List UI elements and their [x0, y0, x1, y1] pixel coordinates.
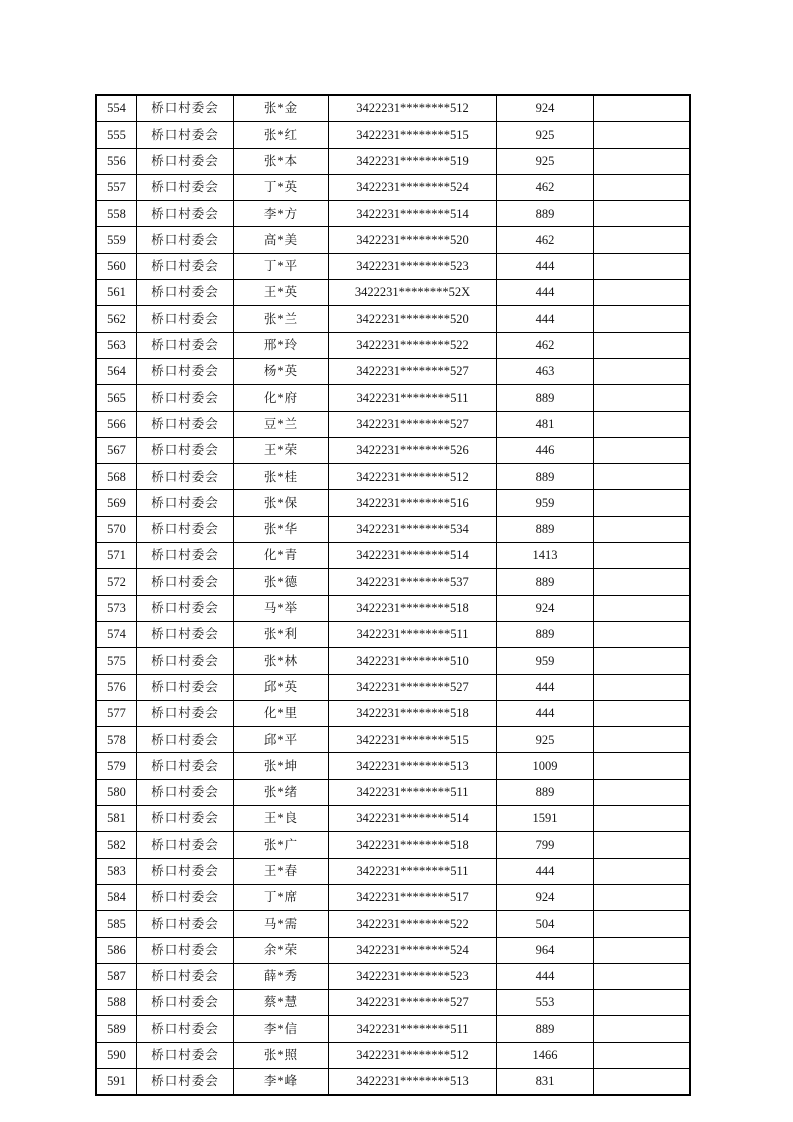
id-cell: 3422231********514 [329, 806, 497, 832]
id-cell: 3422231********512 [329, 95, 497, 122]
amount-cell: 889 [497, 516, 594, 542]
name-cell: 张*桂 [234, 464, 329, 490]
amount-cell: 925 [497, 122, 594, 148]
serial-cell: 559 [96, 227, 137, 253]
id-cell: 3422231********516 [329, 490, 497, 516]
amount-cell: 925 [497, 727, 594, 753]
amount-cell: 959 [497, 648, 594, 674]
name-cell: 张*保 [234, 490, 329, 516]
amount-cell: 889 [497, 779, 594, 805]
id-cell: 3422231********518 [329, 832, 497, 858]
blank-cell [594, 674, 691, 700]
roster-table [95, 94, 691, 1096]
serial-cell: 562 [96, 306, 137, 332]
village-cell: 桥口村委会 [137, 358, 234, 384]
table-row [96, 753, 690, 779]
table-row [96, 332, 690, 358]
serial-cell: 581 [96, 806, 137, 832]
name-cell: 化*府 [234, 385, 329, 411]
village-cell: 桥口村委会 [137, 464, 234, 490]
id-cell: 3422231********511 [329, 779, 497, 805]
village-cell: 桥口村委会 [137, 280, 234, 306]
serial-cell: 561 [96, 280, 137, 306]
id-cell: 3422231********515 [329, 122, 497, 148]
village-cell: 桥口村委会 [137, 595, 234, 621]
id-cell: 3422231********527 [329, 358, 497, 384]
village-cell: 桥口村委会 [137, 911, 234, 937]
village-cell: 桥口村委会 [137, 201, 234, 227]
serial-cell: 567 [96, 437, 137, 463]
id-cell: 3422231********524 [329, 174, 497, 200]
village-cell: 桥口村委会 [137, 95, 234, 122]
village-cell: 桥口村委会 [137, 516, 234, 542]
table-row [96, 174, 690, 200]
village-cell: 桥口村委会 [137, 1042, 234, 1068]
village-cell: 桥口村委会 [137, 1068, 234, 1095]
serial-cell: 582 [96, 832, 137, 858]
blank-cell [594, 490, 691, 516]
serial-cell: 588 [96, 990, 137, 1016]
name-cell: 化*青 [234, 543, 329, 569]
serial-cell: 589 [96, 1016, 137, 1042]
table-row [96, 411, 690, 437]
name-cell: 张*兰 [234, 306, 329, 332]
table-row [96, 884, 690, 910]
id-cell: 3422231********512 [329, 464, 497, 490]
blank-cell [594, 148, 691, 174]
amount-cell: 444 [497, 700, 594, 726]
table-row [96, 253, 690, 279]
amount-cell: 831 [497, 1068, 594, 1095]
blank-cell [594, 332, 691, 358]
table-row [96, 201, 690, 227]
id-cell: 3422231********527 [329, 674, 497, 700]
table-row [96, 963, 690, 989]
id-cell: 3422231********513 [329, 753, 497, 779]
blank-cell [594, 543, 691, 569]
serial-cell: 590 [96, 1042, 137, 1068]
amount-cell: 889 [497, 385, 594, 411]
id-cell: 3422231********511 [329, 1016, 497, 1042]
blank-cell [594, 911, 691, 937]
amount-cell: 889 [497, 201, 594, 227]
table-row [96, 464, 690, 490]
blank-cell [594, 648, 691, 674]
amount-cell: 1413 [497, 543, 594, 569]
blank-cell [594, 1068, 691, 1095]
village-cell: 桥口村委会 [137, 753, 234, 779]
serial-cell: 568 [96, 464, 137, 490]
blank-cell [594, 779, 691, 805]
name-cell: 丁*英 [234, 174, 329, 200]
village-cell: 桥口村委会 [137, 621, 234, 647]
table-row [96, 95, 690, 122]
table-row [96, 490, 690, 516]
table-row [96, 148, 690, 174]
id-cell: 3422231********52X [329, 280, 497, 306]
blank-cell [594, 963, 691, 989]
amount-cell: 444 [497, 674, 594, 700]
name-cell: 张*广 [234, 832, 329, 858]
village-cell: 桥口村委会 [137, 253, 234, 279]
table-row [96, 621, 690, 647]
serial-cell: 578 [96, 727, 137, 753]
table-row [96, 595, 690, 621]
name-cell: 王*良 [234, 806, 329, 832]
table-row [96, 832, 690, 858]
village-cell: 桥口村委会 [137, 858, 234, 884]
name-cell: 张*华 [234, 516, 329, 542]
amount-cell: 446 [497, 437, 594, 463]
amount-cell: 799 [497, 832, 594, 858]
village-cell: 桥口村委会 [137, 174, 234, 200]
name-cell: 张*利 [234, 621, 329, 647]
amount-cell: 444 [497, 253, 594, 279]
village-cell: 桥口村委会 [137, 385, 234, 411]
blank-cell [594, 280, 691, 306]
id-cell: 3422231********511 [329, 385, 497, 411]
table-row [96, 700, 690, 726]
table-row [96, 385, 690, 411]
blank-cell [594, 437, 691, 463]
name-cell: 张*绪 [234, 779, 329, 805]
amount-cell: 462 [497, 332, 594, 358]
amount-cell: 463 [497, 358, 594, 384]
table-row [96, 306, 690, 332]
village-cell: 桥口村委会 [137, 674, 234, 700]
name-cell: 马*需 [234, 911, 329, 937]
village-cell: 桥口村委会 [137, 148, 234, 174]
table-row [96, 806, 690, 832]
id-cell: 3422231********527 [329, 411, 497, 437]
amount-cell: 462 [497, 174, 594, 200]
blank-cell [594, 306, 691, 332]
blank-cell [594, 95, 691, 122]
amount-cell: 462 [497, 227, 594, 253]
blank-cell [594, 358, 691, 384]
amount-cell: 444 [497, 858, 594, 884]
village-cell: 桥口村委会 [137, 832, 234, 858]
amount-cell: 959 [497, 490, 594, 516]
name-cell: 李*信 [234, 1016, 329, 1042]
village-cell: 桥口村委会 [137, 332, 234, 358]
amount-cell: 924 [497, 95, 594, 122]
name-cell: 余*荣 [234, 937, 329, 963]
serial-cell: 566 [96, 411, 137, 437]
id-cell: 3422231********520 [329, 306, 497, 332]
serial-cell: 560 [96, 253, 137, 279]
serial-cell: 573 [96, 595, 137, 621]
name-cell: 王*英 [234, 280, 329, 306]
amount-cell: 964 [497, 937, 594, 963]
amount-cell: 1591 [497, 806, 594, 832]
name-cell: 豆*兰 [234, 411, 329, 437]
village-cell: 桥口村委会 [137, 490, 234, 516]
id-cell: 3422231********534 [329, 516, 497, 542]
amount-cell: 444 [497, 280, 594, 306]
table-row [96, 1016, 690, 1042]
serial-cell: 574 [96, 621, 137, 647]
serial-cell: 576 [96, 674, 137, 700]
blank-cell [594, 832, 691, 858]
name-cell: 邢*玲 [234, 332, 329, 358]
name-cell: 杨*英 [234, 358, 329, 384]
table-row [96, 779, 690, 805]
table-row [96, 569, 690, 595]
blank-cell [594, 937, 691, 963]
id-cell: 3422231********523 [329, 963, 497, 989]
name-cell: 丁*席 [234, 884, 329, 910]
village-cell: 桥口村委会 [137, 227, 234, 253]
name-cell: 张*林 [234, 648, 329, 674]
serial-cell: 569 [96, 490, 137, 516]
blank-cell [594, 884, 691, 910]
serial-cell: 586 [96, 937, 137, 963]
id-cell: 3422231********518 [329, 700, 497, 726]
id-cell: 3422231********511 [329, 858, 497, 884]
roster-table-body [96, 95, 690, 1095]
id-cell: 3422231********526 [329, 437, 497, 463]
serial-cell: 577 [96, 700, 137, 726]
blank-cell [594, 858, 691, 884]
name-cell: 薛*秀 [234, 963, 329, 989]
serial-cell: 591 [96, 1068, 137, 1095]
serial-cell: 572 [96, 569, 137, 595]
village-cell: 桥口村委会 [137, 437, 234, 463]
village-cell: 桥口村委会 [137, 963, 234, 989]
id-cell: 3422231********522 [329, 332, 497, 358]
village-cell: 桥口村委会 [137, 411, 234, 437]
amount-cell: 924 [497, 884, 594, 910]
village-cell: 桥口村委会 [137, 990, 234, 1016]
table-row [96, 1068, 690, 1095]
village-cell: 桥口村委会 [137, 569, 234, 595]
village-cell: 桥口村委会 [137, 306, 234, 332]
name-cell: 张*本 [234, 148, 329, 174]
blank-cell [594, 595, 691, 621]
name-cell: 王*春 [234, 858, 329, 884]
amount-cell: 444 [497, 963, 594, 989]
id-cell: 3422231********537 [329, 569, 497, 595]
village-cell: 桥口村委会 [137, 700, 234, 726]
village-cell: 桥口村委会 [137, 543, 234, 569]
name-cell: 王*荣 [234, 437, 329, 463]
serial-cell: 585 [96, 911, 137, 937]
serial-cell: 557 [96, 174, 137, 200]
serial-cell: 563 [96, 332, 137, 358]
blank-cell [594, 753, 691, 779]
village-cell: 桥口村委会 [137, 727, 234, 753]
table-row [96, 358, 690, 384]
id-cell: 3422231********523 [329, 253, 497, 279]
blank-cell [594, 806, 691, 832]
serial-cell: 579 [96, 753, 137, 779]
name-cell: 邱*平 [234, 727, 329, 753]
name-cell: 丁*平 [234, 253, 329, 279]
blank-cell [594, 516, 691, 542]
blank-cell [594, 122, 691, 148]
name-cell: 化*里 [234, 700, 329, 726]
village-cell: 桥口村委会 [137, 884, 234, 910]
serial-cell: 571 [96, 543, 137, 569]
id-cell: 3422231********518 [329, 595, 497, 621]
table-row [96, 227, 690, 253]
blank-cell [594, 464, 691, 490]
serial-cell: 575 [96, 648, 137, 674]
amount-cell: 481 [497, 411, 594, 437]
table-row [96, 937, 690, 963]
blank-cell [594, 227, 691, 253]
table-row [96, 911, 690, 937]
amount-cell: 553 [497, 990, 594, 1016]
id-cell: 3422231********527 [329, 990, 497, 1016]
id-cell: 3422231********517 [329, 884, 497, 910]
serial-cell: 587 [96, 963, 137, 989]
amount-cell: 889 [497, 569, 594, 595]
id-cell: 3422231********512 [329, 1042, 497, 1068]
name-cell: 邱*英 [234, 674, 329, 700]
name-cell: 张*坤 [234, 753, 329, 779]
table-row [96, 727, 690, 753]
table-row [96, 858, 690, 884]
blank-cell [594, 253, 691, 279]
serial-cell: 565 [96, 385, 137, 411]
name-cell: 马*举 [234, 595, 329, 621]
blank-cell [594, 201, 691, 227]
id-cell: 3422231********514 [329, 201, 497, 227]
id-cell: 3422231********519 [329, 148, 497, 174]
id-cell: 3422231********515 [329, 727, 497, 753]
amount-cell: 889 [497, 464, 594, 490]
name-cell: 张*金 [234, 95, 329, 122]
village-cell: 桥口村委会 [137, 122, 234, 148]
name-cell: 张*红 [234, 122, 329, 148]
amount-cell: 444 [497, 306, 594, 332]
name-cell: 高*美 [234, 227, 329, 253]
amount-cell: 889 [497, 1016, 594, 1042]
table-row [96, 280, 690, 306]
table-row [96, 437, 690, 463]
blank-cell [594, 727, 691, 753]
table-row [96, 543, 690, 569]
blank-cell [594, 569, 691, 595]
blank-cell [594, 990, 691, 1016]
name-cell: 李*方 [234, 201, 329, 227]
amount-cell: 925 [497, 148, 594, 174]
id-cell: 3422231********520 [329, 227, 497, 253]
serial-cell: 570 [96, 516, 137, 542]
amount-cell: 889 [497, 621, 594, 647]
blank-cell [594, 621, 691, 647]
id-cell: 3422231********510 [329, 648, 497, 674]
serial-cell: 556 [96, 148, 137, 174]
serial-cell: 555 [96, 122, 137, 148]
amount-cell: 1009 [497, 753, 594, 779]
id-cell: 3422231********511 [329, 621, 497, 647]
amount-cell: 924 [497, 595, 594, 621]
village-cell: 桥口村委会 [137, 648, 234, 674]
blank-cell [594, 1016, 691, 1042]
blank-cell [594, 385, 691, 411]
id-cell: 3422231********514 [329, 543, 497, 569]
amount-cell: 504 [497, 911, 594, 937]
table-row [96, 1042, 690, 1068]
serial-cell: 580 [96, 779, 137, 805]
id-cell: 3422231********513 [329, 1068, 497, 1095]
id-cell: 3422231********522 [329, 911, 497, 937]
name-cell: 蔡*慧 [234, 990, 329, 1016]
village-cell: 桥口村委会 [137, 937, 234, 963]
serial-cell: 558 [96, 201, 137, 227]
serial-cell: 564 [96, 358, 137, 384]
serial-cell: 554 [96, 95, 137, 122]
serial-cell: 583 [96, 858, 137, 884]
table-row [96, 990, 690, 1016]
blank-cell [594, 1042, 691, 1068]
table-row [96, 648, 690, 674]
name-cell: 张*德 [234, 569, 329, 595]
village-cell: 桥口村委会 [137, 1016, 234, 1042]
table-row [96, 122, 690, 148]
serial-cell: 584 [96, 884, 137, 910]
blank-cell [594, 411, 691, 437]
blank-cell [594, 174, 691, 200]
id-cell: 3422231********524 [329, 937, 497, 963]
table-row [96, 516, 690, 542]
blank-cell [594, 700, 691, 726]
village-cell: 桥口村委会 [137, 806, 234, 832]
table-row [96, 674, 690, 700]
name-cell: 张*照 [234, 1042, 329, 1068]
amount-cell: 1466 [497, 1042, 594, 1068]
village-cell: 桥口村委会 [137, 779, 234, 805]
name-cell: 李*峰 [234, 1068, 329, 1095]
